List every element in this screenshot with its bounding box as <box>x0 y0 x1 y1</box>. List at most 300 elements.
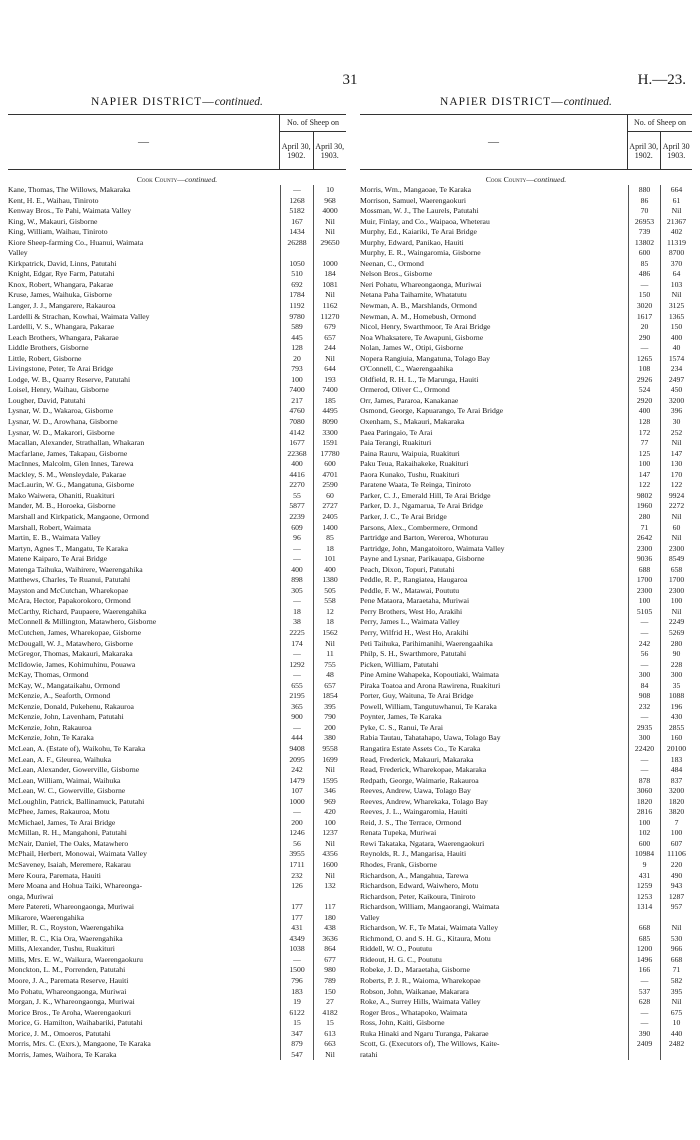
table-row <box>8 849 346 860</box>
sheep-1903: 2855 <box>660 723 692 734</box>
table-row <box>360 702 692 713</box>
sheep-1902 <box>628 913 660 924</box>
sheep-1902: 9 <box>628 860 660 871</box>
district-heading <box>8 96 346 108</box>
owner-name: Murphy, Edward, Panikao, Hauiti <box>360 237 464 247</box>
sheep-1902: 600 <box>628 839 660 850</box>
sheep-1902 <box>280 248 313 259</box>
sheep-1903: 180 <box>313 913 346 924</box>
table-row <box>8 965 346 976</box>
sheep-1903: 4182 <box>313 1008 346 1019</box>
sheep-1903: 1820 <box>660 797 692 808</box>
sheep-1903: 280 <box>660 639 692 650</box>
sheep-1903: 130 <box>660 459 692 470</box>
sheep-1903 <box>660 1050 692 1061</box>
table-row <box>8 333 346 344</box>
sheep-1902: 107 <box>280 786 313 797</box>
sheep-1903: 160 <box>660 733 692 744</box>
sheep-1903: 150 <box>660 322 692 333</box>
sheep-1903: 30 <box>660 417 692 428</box>
sheep-1903: 18 <box>313 617 346 628</box>
table-row <box>360 449 692 460</box>
table-row <box>360 533 692 544</box>
owner-name: McDougall, W. J., Matawhero, Gisborne <box>8 638 133 648</box>
table-row <box>360 607 692 618</box>
owner-name: Peddle, R. P., Rangiatea, Haugaroa <box>360 575 468 585</box>
sheep-1903: 90 <box>660 649 692 660</box>
table-row <box>8 196 346 207</box>
table-row <box>8 385 346 396</box>
sheep-1902: 167 <box>280 217 313 228</box>
owner-name: Kirkpatrick, David, Linns, Patutahi <box>8 258 117 268</box>
sheep-1903: Nil <box>313 871 346 882</box>
owner-name: Mayston and McCutchan, Wharekopae <box>8 585 129 595</box>
owner-name: Mere Patereti, Whareongaonga, Muriwai <box>8 902 135 912</box>
district-heading-text: NAPIER DISTRICT— <box>440 96 564 108</box>
owner-name: Nopera Rangiuia, Mangatuna, Tolago Bay <box>360 353 490 363</box>
sheep-1903 <box>313 248 346 259</box>
owner-name: Perry, James L., Waimata Valley <box>360 617 460 627</box>
sheep-1903: 3636 <box>313 934 346 945</box>
sheep-1903: 21367 <box>660 217 692 228</box>
sheep-1903: Nil <box>313 639 346 650</box>
owner-name: Morice, J. M., Omoeros, Patutahi <box>8 1028 111 1038</box>
table-row <box>360 628 692 639</box>
table-row <box>8 712 346 723</box>
table-row <box>8 691 346 702</box>
sheep-1903: 300 <box>660 670 692 681</box>
sheep-1902: 55 <box>280 491 313 502</box>
owner-name: Ruka Hinaki and Ngaru Turanga, Pakarae <box>360 1028 489 1038</box>
sheep-1902: 880 <box>628 185 660 196</box>
owner-name: Martyn, Agnes T., Mangatu, Te Karaka <box>8 543 129 553</box>
sheep-1902: — <box>280 554 313 565</box>
owner-name: Nicol, Henry, Swarthmoor, Te Arai Bridge <box>360 322 491 332</box>
sheep-1902: 290 <box>628 333 660 344</box>
table-header <box>8 114 346 170</box>
table-row <box>8 765 346 776</box>
owner-name: Kane, Thomas, The Willows, Makaraka <box>8 185 131 194</box>
sheep-1902: 400 <box>280 459 313 470</box>
sheep-1902: 2926 <box>628 375 660 386</box>
sheep-1903: 969 <box>313 797 346 808</box>
table-row <box>360 259 692 270</box>
sheep-1902: 174 <box>280 639 313 650</box>
owner-name: Perry Brothers, West Ho, Arakihi <box>360 606 463 616</box>
sheep-1903: 196 <box>660 702 692 713</box>
table-row <box>8 501 346 512</box>
sheep-1902: 444 <box>280 733 313 744</box>
table-row <box>360 501 692 512</box>
owner-name: Rhodes, Frank, Gisborne <box>360 860 437 869</box>
table-row <box>8 575 346 586</box>
owner-name: Rewi Takataka, Ngatara, Waerengaokuri <box>360 838 485 848</box>
owner-name: Matene Kaiparo, Te Arai Bridge <box>8 554 108 564</box>
table-row <box>360 1018 692 1029</box>
sheep-1903: 11270 <box>313 312 346 323</box>
sheep-1903: Nil <box>313 354 346 365</box>
table-row <box>360 544 692 555</box>
sheep-1902: — <box>280 670 313 681</box>
owner-name: Reynolds, R. J., Mangarisa, Hauiti <box>360 849 467 859</box>
year-1903-header: April 30, 1903. <box>315 141 345 160</box>
table-row <box>8 544 346 555</box>
owner-name: McCarthy, Richard, Paupaere, Waerengahika <box>8 606 147 616</box>
sheep-1903: 663 <box>313 1039 346 1050</box>
owner-name: McNair, Daniel, The Oaks, Matawhero <box>8 838 129 848</box>
sheep-1903: 15 <box>313 1018 346 1029</box>
sheep-1903: 61 <box>660 196 692 207</box>
sheep-1902: 217 <box>280 396 313 407</box>
owner-name: Morris, James, Waihora, Te Karaka <box>8 1049 117 1059</box>
owner-name: Parker, D. J., Ngamarua, Te Arai Bridge <box>360 501 484 511</box>
sheep-1902: 232 <box>628 702 660 713</box>
owner-name: Osmond, George, Kapuarango, Te Arai Bridge <box>360 406 504 416</box>
table-row <box>8 776 346 787</box>
table-row <box>8 860 346 871</box>
sheep-1902: 2225 <box>280 628 313 639</box>
owner-name: Morris, Wm., Mangaoae, Te Karaka <box>360 185 472 194</box>
sheep-1903: 20100 <box>660 744 692 755</box>
owner-name: Peach, Dixon, Topuri, Patutahi <box>360 564 455 574</box>
table-row <box>360 639 692 650</box>
table-row <box>360 765 692 776</box>
name-column-header: — <box>360 115 628 169</box>
owner-name: Pene Mataora, Maraetaha, Muriwai <box>360 596 470 606</box>
table-row <box>8 649 346 660</box>
sheep-1902: 1000 <box>280 797 313 808</box>
table-row <box>360 712 692 723</box>
sheep-1902: 26288 <box>280 238 313 249</box>
owner-name: Roke, A., Surrey Hills, Waimata Valley <box>360 997 481 1007</box>
sheep-1902: 18 <box>280 607 313 618</box>
sheep-1902: 177 <box>280 913 313 924</box>
owner-name: Payne and Lysnar, Parikauapa, Gisborne <box>360 554 485 564</box>
table-row <box>360 797 692 808</box>
sheep-1902: 1500 <box>280 965 313 976</box>
district-heading-suffix: continued. <box>563 96 612 108</box>
table-row <box>360 290 692 301</box>
table-row <box>8 733 346 744</box>
owner-name: McPhee, James, Rakauroa, Motu <box>8 807 110 817</box>
sheep-1902: 1677 <box>280 438 313 449</box>
table-row <box>8 406 346 417</box>
sheep-1903: 60 <box>313 491 346 502</box>
table-row <box>8 301 346 312</box>
owner-name: Paia Terangi, Ruakituri <box>360 438 432 448</box>
owner-name: Porter, Guy, Waituna, Te Arai Bridge <box>360 691 474 701</box>
sheep-1902: 1038 <box>280 944 313 955</box>
sheep-1903: 1088 <box>660 691 692 702</box>
sheep-1903: 1081 <box>313 280 346 291</box>
table-row <box>8 934 346 945</box>
owner-name: Poynter, James, Te Karaka <box>360 712 442 722</box>
owner-name: Neri Pohatu, Whareongaonga, Muriwai <box>360 279 482 289</box>
owner-name: Moore, J. A., Paremata Reserve, Hauiti <box>8 976 129 986</box>
sheep-1902: 898 <box>280 575 313 586</box>
owner-name: Macfarlane, James, Takapau, Gisborne <box>8 448 128 458</box>
sheep-1902: — <box>628 765 660 776</box>
owner-name: onga, Muriwai <box>8 891 54 901</box>
sheep-1903: 4495 <box>313 406 346 417</box>
sheep-1902: 9408 <box>280 744 313 755</box>
owner-name: Morice, G. Hamilton, Waihabariki, Patutahi <box>8 1018 143 1028</box>
table-row <box>8 1018 346 1029</box>
sheep-1902: — <box>628 280 660 291</box>
sheep-1902: 1050 <box>280 259 313 270</box>
sheep-1902: 9780 <box>280 312 313 323</box>
sheep-1902: — <box>280 185 313 196</box>
table-row <box>8 280 346 291</box>
sheep-1903: 380 <box>313 733 346 744</box>
sheep-1903: 1595 <box>313 776 346 787</box>
owner-name: Riddell, W. O., Poututu <box>360 944 432 954</box>
sheep-1902: 70 <box>628 206 660 217</box>
sheep-1903: 957 <box>660 902 692 913</box>
owner-name: Liddle Brothers, Gisborne <box>8 343 89 353</box>
table-row <box>8 723 346 734</box>
table-row <box>360 733 692 744</box>
table-row <box>8 892 346 903</box>
table-row <box>8 533 346 544</box>
table-row <box>360 755 692 766</box>
table-row <box>8 449 346 460</box>
owner-name: Martin, E. B., Waimata Valley <box>8 533 101 543</box>
sheep-1902: 20 <box>628 322 660 333</box>
sheep-1902: 71 <box>628 523 660 534</box>
sheep-1902: 5182 <box>280 206 313 217</box>
table-row <box>8 639 346 650</box>
owner-name: Mills, Alexander, Tushu, Ruakituri <box>8 944 115 954</box>
sheep-1902: 85 <box>628 259 660 270</box>
sheep-1902: 100 <box>280 375 313 386</box>
sheep-1903: 2590 <box>313 480 346 491</box>
table-row <box>360 396 692 407</box>
table-row <box>8 227 346 238</box>
owner-name: Knight, Edgar, Rye Farm, Patutahi <box>8 269 115 279</box>
table-row <box>8 217 346 228</box>
owner-name: Newman, A. M., Homebush, Ormond <box>360 311 476 321</box>
sheep-1903: 100 <box>660 596 692 607</box>
sheep-1903: 679 <box>313 322 346 333</box>
sheep-1903: 3820 <box>660 807 692 818</box>
sheep-1902: 1192 <box>280 301 313 312</box>
owner-name: Richardson, William, Mangaorangi, Waimata <box>360 902 500 912</box>
owner-name: Read, Frederick, Wharekopae, Makaraka <box>360 765 487 775</box>
table-row <box>360 480 692 491</box>
owner-name: King, William, Waihau, Tiniroto <box>8 227 108 237</box>
table-row <box>360 470 692 481</box>
owner-name: Knox, Robert, Whangara, Pakarae <box>8 279 114 289</box>
sheep-1902: 128 <box>280 343 313 354</box>
owner-name: McKenzie, A., Seaforth, Ormond <box>8 691 111 701</box>
owner-name: Morrison, Samuel, Waerengaokuri <box>360 195 466 205</box>
owner-name: Paea Paringaio, Te Arai <box>360 427 433 437</box>
sheep-1902: 1268 <box>280 196 313 207</box>
sheep-1903: 150 <box>313 987 346 998</box>
sheep-1902 <box>628 1050 660 1061</box>
sheep-1902: — <box>628 712 660 723</box>
sheep-1903: 7 <box>660 818 692 829</box>
table-row <box>360 871 692 882</box>
sheep-1903: 864 <box>313 944 346 955</box>
owner-name: Richardson, W. F., Te Matai, Waimata Valley <box>360 923 499 933</box>
sheep-1902: 1496 <box>628 955 660 966</box>
table-row <box>360 976 692 987</box>
table-row <box>360 238 692 249</box>
table-row <box>360 849 692 860</box>
county-section-heading <box>8 174 346 185</box>
owner-name: McKay, W., Mangataikahu, Ormond <box>8 680 121 690</box>
table-row <box>8 987 346 998</box>
sheep-1902: 793 <box>280 364 313 375</box>
table-row <box>360 343 692 354</box>
table-row <box>360 807 692 818</box>
sheep-1903: 1854 <box>313 691 346 702</box>
table-row <box>8 596 346 607</box>
owner-name: Roger Bros., Whatapoko, Waimata <box>360 1007 468 1017</box>
sheep-1902: — <box>628 1008 660 1019</box>
sheep-1903: 395 <box>313 702 346 713</box>
table-row <box>360 206 692 217</box>
sheep-1903: 980 <box>313 965 346 976</box>
sheep-1903: 2405 <box>313 512 346 523</box>
owner-name: McLean, William, Waimai, Waihuka <box>8 775 121 785</box>
sheep-1902: 305 <box>280 586 313 597</box>
sheep-1902: 1700 <box>628 575 660 586</box>
sheep-1903: 1700 <box>660 575 692 586</box>
left-column <box>8 96 346 1060</box>
owner-name: Nelson Bros., Gisborne <box>360 269 433 279</box>
sheep-1903: 1162 <box>313 301 346 312</box>
table-row <box>8 565 346 576</box>
table-row <box>360 217 692 228</box>
owner-name: Kruse, James, Waihuka, Gisborne <box>8 290 112 300</box>
sheep-1902: 7400 <box>280 385 313 396</box>
sheep-1903: 2727 <box>313 501 346 512</box>
sheep-1902: 26953 <box>628 217 660 228</box>
table-row <box>360 660 692 671</box>
owner-name: Philp, S. H., Swarthmore, Patutahi <box>360 649 467 659</box>
table-row <box>8 807 346 818</box>
sheep-1902: 1960 <box>628 501 660 512</box>
sheep-1902: 108 <box>628 364 660 375</box>
sheep-1903: 644 <box>313 364 346 375</box>
sheep-1902: 879 <box>280 1039 313 1050</box>
sheep-1902: 84 <box>628 681 660 692</box>
sheep-1903: 8090 <box>313 417 346 428</box>
sheep-1903: 85 <box>313 533 346 544</box>
sheep-1902: 688 <box>628 565 660 576</box>
sheep-1902: 172 <box>628 428 660 439</box>
sheep-1902: 2095 <box>280 755 313 766</box>
sheep-1902: 685 <box>628 934 660 945</box>
sheep-1903: 170 <box>660 470 692 481</box>
table-row <box>360 786 692 797</box>
table-row <box>8 312 346 323</box>
owner-name: Read, Frederick, Makauri, Makaraka <box>360 754 474 764</box>
sheep-1903: Nil <box>660 206 692 217</box>
owner-name: Mackley, S. M., Wensleydale, Pakarae <box>8 469 127 479</box>
sheep-1903: 3125 <box>660 301 692 312</box>
table-row <box>8 354 346 365</box>
sheep-1902: 77 <box>628 438 660 449</box>
sheep-1902: 22368 <box>280 449 313 460</box>
sheep-1902: 300 <box>628 670 660 681</box>
owner-name: Lardelli & Strachan, Kowhai, Waimata Valley <box>8 311 150 321</box>
owner-name: MacLaurin, W. G., Mangatuna, Gisborne <box>8 480 135 490</box>
sheep-1902: 1246 <box>280 828 313 839</box>
county-section-heading <box>360 174 692 185</box>
sheep-column-header <box>280 115 346 169</box>
table-row <box>360 575 692 586</box>
table-row <box>8 913 346 924</box>
owner-name: Lodge, W. B., Quarry Reserve, Patutahi <box>8 374 131 384</box>
owner-name: Morris, Mrs. C. (Exrs.), Mangaone, Te Karaka <box>8 1039 151 1049</box>
table-body <box>8 185 346 1060</box>
sheep-1902: 2195 <box>280 691 313 702</box>
sheep-1902: 86 <box>628 196 660 207</box>
sheep-1903: 490 <box>660 871 692 882</box>
sheep-1902: 100 <box>628 818 660 829</box>
sheep-1903: 664 <box>660 185 692 196</box>
owner-name: Peti Taihuka, Parihimanihi, Waerengaahika <box>360 638 493 648</box>
table-row <box>8 586 346 597</box>
sheep-1903: 35 <box>660 681 692 692</box>
table-row <box>360 385 692 396</box>
sheep-1903: Nil <box>313 290 346 301</box>
owner-name: Valley <box>8 248 28 258</box>
owner-name: Kenway Bros., Te Pahi, Waimata Valley <box>8 206 132 216</box>
sheep-1902: 2642 <box>628 533 660 544</box>
table-row <box>360 438 692 449</box>
sheep-1903: 29650 <box>313 238 346 249</box>
table-row <box>360 923 692 934</box>
owner-name: Nolan, James W., Otipi, Gisborne <box>360 343 464 353</box>
owner-name: Ross, John, Kaiti, Gisborne <box>360 1018 445 1028</box>
owner-name: Morice Bros., Te Aroha, Waerengaokuri <box>8 1007 132 1017</box>
sheep-1903: 600 <box>313 459 346 470</box>
sheep-1903: 220 <box>660 860 692 871</box>
table-row <box>360 269 692 280</box>
owner-name: Reeves, J. L., Waingaromia, Hauiti <box>360 807 468 817</box>
sheep-1902: — <box>628 755 660 766</box>
owner-name: McLean, A. (Estate of), Waikohu, Te Karaka <box>8 743 146 753</box>
year-1902-header: April 30, 1902. <box>628 132 661 169</box>
table-row <box>360 944 692 955</box>
owner-name: McConnell & Millington, Matawhero, Gisborne <box>8 617 157 627</box>
sheep-1903 <box>313 892 346 903</box>
table-row <box>360 617 692 628</box>
table-row <box>8 797 346 808</box>
sheep-1902: — <box>628 628 660 639</box>
table-row <box>8 554 346 565</box>
sheep-1902: 183 <box>280 987 313 998</box>
sheep-1902: 2935 <box>628 723 660 734</box>
sheep-1903: 11106 <box>660 849 692 860</box>
owner-name: Matenga Taihuka, Waihirere, Waerengahika <box>8 564 143 574</box>
sheep-1902: 692 <box>280 280 313 291</box>
owner-name: Langer, J. J., Mangarere, Rakauroa <box>8 301 116 311</box>
sheep-1903: Nil <box>660 923 692 934</box>
owner-name: MacInnes, Malcolm, Glen Innes, Tarewa <box>8 459 134 469</box>
owner-name: Mossman, W. J., The Laurels, Patutahi <box>360 206 479 216</box>
owner-name: Netana Paha Taihamite, Whatatutu <box>360 290 467 300</box>
owner-name: McLean, A. F., Gleurea, Waihuka <box>8 754 112 764</box>
sheep-1903: 11 <box>313 649 346 660</box>
table-row <box>8 343 346 354</box>
owner-name: Roberts, P. J. R., Waioma, Wharekopae <box>360 976 481 986</box>
